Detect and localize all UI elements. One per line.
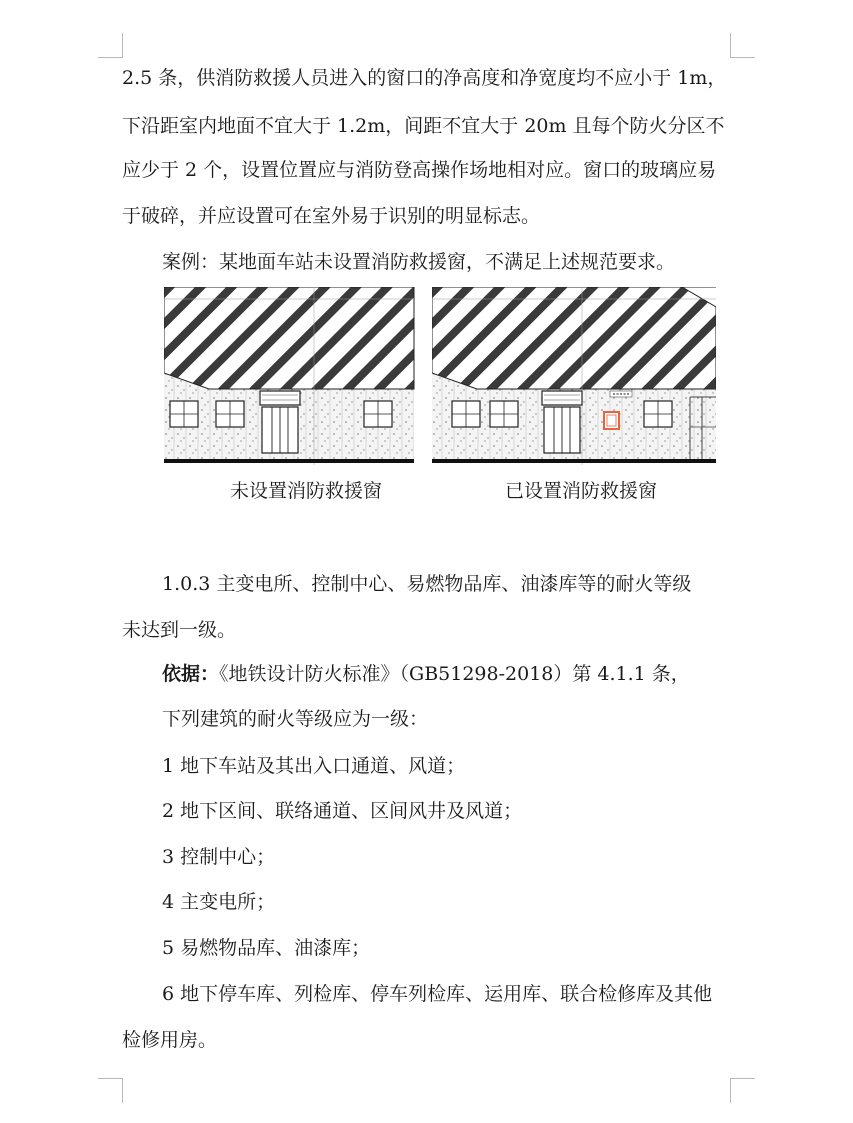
- list-item: 6 地下停车库、列检库、停车列检库、运用库、联合检修库及其他: [162, 983, 713, 1005]
- list-item: 1 地下车站及其出入口通道、风道；: [162, 755, 466, 777]
- list-item: 5 易燃物品库、油漆库；: [162, 937, 371, 959]
- basis-standard: 《地铁设计防火标准》（GB51298-2018）第 4.1.1 条，: [219, 663, 690, 685]
- case-line: 案例：某地面车站未设置消防救援窗，不满足上述规范要求。: [162, 251, 676, 273]
- figure-caption-left: 未设置消防救援窗: [230, 480, 383, 502]
- station-elevation-drawing: [432, 287, 716, 465]
- station-elevation-drawing: [164, 287, 448, 465]
- list-item-continuation: 检修用房。: [122, 1029, 218, 1051]
- page-corner-mark-top-right: [730, 33, 755, 58]
- page-corner-mark-bottom-right: [730, 1078, 755, 1103]
- figure-without-rescue-window: [164, 287, 448, 465]
- paragraph-line: 应少于 2 个，设置位置应与消防登高操作场地相对应。窗口的玻璃应易: [122, 159, 717, 181]
- page-corner-mark-bottom-left: [98, 1078, 123, 1103]
- rescue-window-marker: [604, 412, 619, 429]
- list-item: 4 主变电所；: [162, 891, 276, 913]
- clause-line: 未达到一级。: [122, 619, 237, 641]
- figure-caption-right: 已设置消防救援窗: [505, 480, 658, 502]
- basis-label: 依据：: [162, 663, 220, 685]
- basis-line: [162, 661, 690, 687]
- list-item: 2 地下区间、联络通道、区间风井及风道；: [162, 800, 523, 822]
- page-corner-mark-top-left: [98, 33, 123, 58]
- figure-with-rescue-window: [432, 287, 716, 465]
- paragraph-line: 于破碎，并应设置可在室外易于识别的明显标志。: [122, 205, 541, 227]
- paragraph-line: 2.5 条，供消防救援人员进入的窗口的净高度和净宽度均不应小于 1m，: [122, 67, 727, 89]
- paragraph-line: 下沿距室内地面不宜大于 1.2m，间距不宜大于 20m 且每个防火分区不: [122, 115, 725, 137]
- clause-line: 1.0.3 主变电所、控制中心、易燃物品库、油漆库等的耐火等级: [162, 573, 692, 595]
- list-item: 3 控制中心；: [162, 846, 276, 868]
- basis-intro: 下列建筑的耐火等级应为一级：: [162, 708, 429, 730]
